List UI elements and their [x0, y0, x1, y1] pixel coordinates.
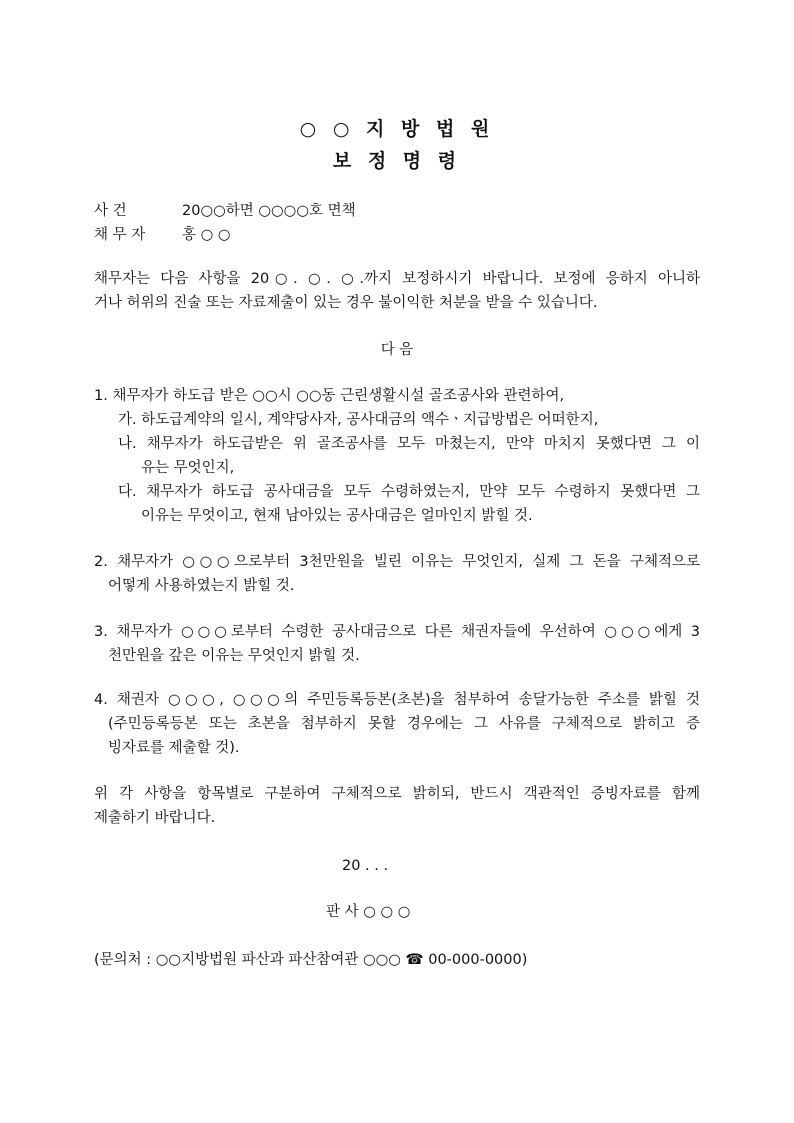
contact-info: (문의처 : ○○지방법원 파산과 파산참여관 ○○○ ☎ 00-000-0000): [94, 952, 528, 968]
court-name: ○ ○ 지 방 법 원: [299, 118, 495, 140]
closing-line-2: 제출하기 바랍니다.: [94, 810, 216, 826]
item-2-line-2: 어떻게 사용하였는지 밝힐 것.: [108, 578, 295, 594]
item-2-line-1: 2. 채무자가 ○○○으로부터 3천만원을 빌린 이유는 무엇인지, 실제 그 돈을 구체적으로: [94, 554, 700, 570]
item-1-c-line-2: 이유는 무엇이고, 현재 남아있는 공사대금은 얼마인지 밝힐 것.: [141, 508, 533, 524]
section-heading: 다 음: [380, 342, 414, 358]
debtor-label: 채 무 자: [94, 227, 146, 243]
judge-signature: 판 사 ○ ○ ○: [326, 904, 411, 920]
item-1-b-line-1: 나. 채무자가 하도급받은 위 골조공사를 모두 마쳤는지, 만약 마치지 못했다면 그 이: [118, 436, 700, 452]
intro-line-2: 거나 허위의 진술 또는 자료제출이 있는 경우 불이익한 처분을 받을 수 있습니다.: [94, 295, 598, 311]
case-number: 20○○하면 ○○○○호 면책: [182, 203, 356, 219]
item-1-b-line-2: 유는 무엇인지,: [141, 460, 235, 476]
item-3-line-2: 천만원을 갚은 이유는 무엇인지 밝힐 것.: [108, 648, 360, 664]
document-date: 20 . . .: [342, 858, 389, 874]
item-1-a: 가. 하도급계약의 일시, 계약당사자, 공사대금의 액수ㆍ지급방법은 어떠한지,: [118, 412, 599, 428]
item-3-line-1: 3. 채무자가 ○○○로부터 수령한 공사대금으로 다른 채권자들에 우선하여 ○○○에게 3: [94, 624, 700, 640]
item-1-c-line-1: 다. 채무자가 하도급 공사대금을 모두 수령하였는지, 만약 모두 수령하지 못했다면 그: [118, 484, 700, 500]
item-1-main: 1. 채무자가 하도급 받은 ○○시 ○○동 근린생활시설 골조공사와 관련하여,: [94, 388, 565, 404]
intro-line-1: 채무자는 다음 사항을 20○. ○. ○.까지 보정하시기 바랍니다. 보정에 응하지 아니하: [94, 271, 700, 287]
case-label: 사 건: [94, 203, 127, 219]
closing-line-1: 위 각 사항을 항목별로 구분하여 구체적으로 밝히되, 반드시 객관적인 증빙자료를 함께: [94, 786, 700, 802]
item-4-line-3: 빙자료를 제출할 것).: [108, 740, 240, 756]
document-title: 보 정 명 령: [332, 150, 462, 172]
item-4-line-2: (주민등록등본 또는 초본을 첨부하지 못할 경우에는 그 사유를 구체적으로 밝히고 증: [108, 716, 700, 732]
debtor-name: 홍 ○ ○: [182, 227, 231, 243]
item-4-line-1: 4. 채권자 ○○○, ○○○의 주민등록등본(초본)을 첨부하여 송달가능한 주소를 밝힐 것: [94, 692, 700, 708]
